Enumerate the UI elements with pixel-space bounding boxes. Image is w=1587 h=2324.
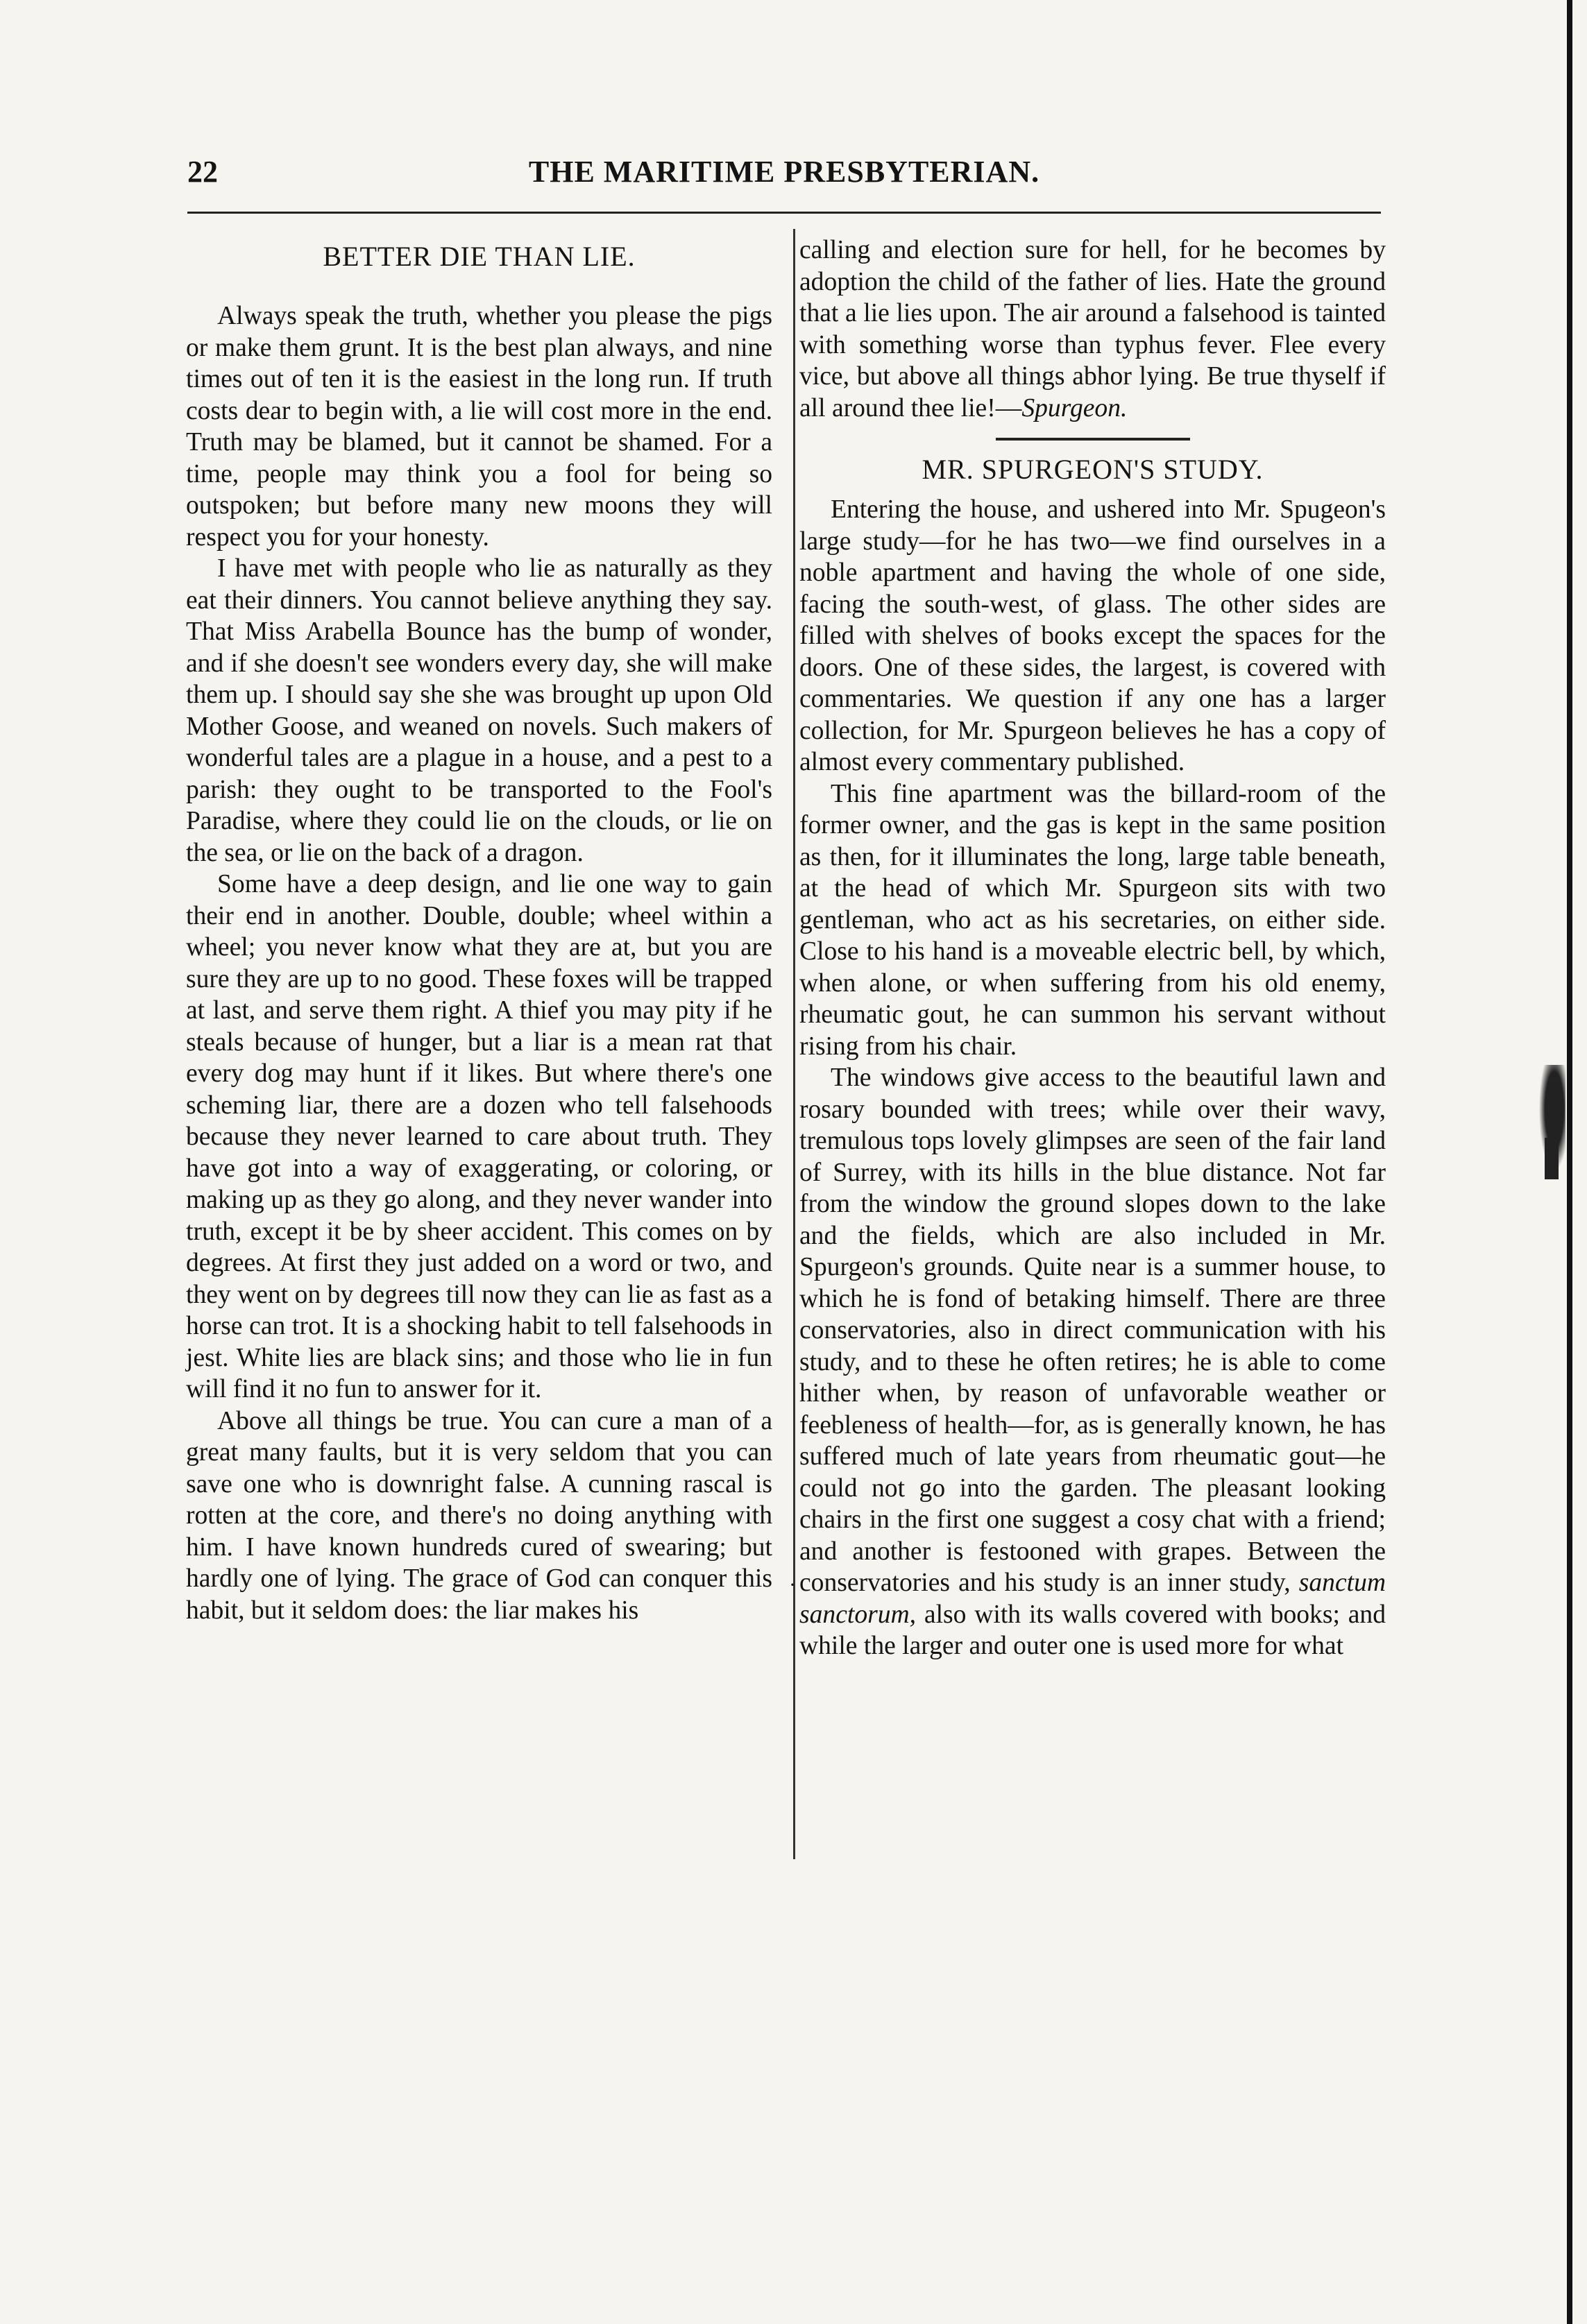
article1-paragraph-4: Above all things be true. You can cure a man of a great many faults, but it is very seldom that you can save one who is downright false. A cunning rascal is rotten at the core, and there's no doing anything with him. I have known hundreds cured of swearing; but hardly one of lying. The grace of God can conquer this habit, but it seldom does: the liar makes his bbox=[186, 1406, 772, 1625]
running-head bbox=[187, 154, 1381, 196]
article1-continuation bbox=[799, 234, 1386, 424]
journal-title: THE MARITIME PRESBYTERIAN. bbox=[528, 155, 1040, 189]
article2-paragraph-3-text: The windows give access to the beautiful lawn and rosary bounded with trees; while over their wavy, tremulous tops lovely glimpses are seen of the fair land of Surrey, with its hills in the blue distance. Not far from the window the ground slopes down to the lake and the fields, which are also included in Mr. Spurgeon's grounds. Quite near is a summer house, to which he is fond of betaking himself. There are three conservatories, also in direct communication with his study, and to these he often retires; he is able to come hither when, by reason of unfavorable weather or feebleness of health—for, as is generally known, he has suffered much of late years from rheumatic gout—he could not go into the garden. The pleasant looking chairs in the first one suggest a cosy chat with a friend; and another is festooned with grapes. Between the conservatories and his study is an inner study, bbox=[799, 1063, 1386, 1597]
margin-mark-icon bbox=[1545, 1138, 1559, 1179]
article2-paragraph-1: Entering the house, and ushered into Mr. Spugeon's large study—for he has two—we find ourselves in a noble apartment and having the whole of one side, facing the south-west, of glass. The other sides are filled with shelves of books except the spaces for the doors. One of these sides, the largest, is covered with commentaries. We question if any one has a larger collection, for Mr. Spurgeon believes he has a copy of almost every commentary published. bbox=[799, 495, 1386, 776]
article-title-better-die-than-lie: BETTER DIE THAN LIE. bbox=[323, 241, 636, 272]
article2-latin-phrase: sanctum sanctorum, bbox=[799, 1569, 1386, 1629]
page-number: 22 bbox=[187, 155, 218, 189]
article1-continuation-text: calling and election sure for hell, for he becomes by adoption the child of the father of lies. Hate the ground that a lie lies upon. The air around a falsehood is tainted with something worse than typhus fever. Flee every vice, but above all things abhor lying. Be true thyself if all around thee lie!— bbox=[799, 236, 1386, 422]
left-column bbox=[186, 234, 772, 1626]
binding-edge bbox=[1567, 0, 1572, 2324]
article1-paragraph-1: Always speak the truth, whether you please the pigs or make them grunt. It is the best plan always, and nine times out of ten it is the easiest in the long run. If truth costs dear to begin with, a lie will cost more in the end. Truth may be blamed, but it cannot be shamed. For a time, people may think you a fool for being so outspoken; but before many new moons they will respect you for your honesty. bbox=[186, 302, 772, 552]
header-rule bbox=[187, 212, 1381, 214]
article2-paragraph-2: This fine apartment was the billard-room of the former owner, and the gas is kept in the same position as then, for it illuminates the long, large table beneath, at the head of which Mr. Spurgeon sits with two gentleman, who act as his secretaries, on either side. Close to his hand is a moveable electric bell, by which, when alone, or when suffering from his old enemy, rheumatic gout, he can summon his servant without rising from his chair. bbox=[799, 779, 1386, 1061]
article2-paragraph-3 bbox=[799, 1062, 1386, 1662]
article-separator bbox=[996, 438, 1190, 441]
article2-paragraph-3-end: also with its walls covered with books; and while the larger and outer one is used more for what bbox=[799, 1600, 1386, 1660]
article-title-mr-spurgeons-study: MR. SPURGEON'S STUDY. bbox=[922, 454, 1264, 485]
right-column bbox=[799, 234, 1386, 1662]
margin-dot-icon: · bbox=[789, 1573, 796, 1596]
article1-attribution: Spurgeon. bbox=[1021, 393, 1128, 422]
article1-paragraph-3: Some have a deep design, and lie one way to gain their end in another. Double, double; wheel within a wheel; you never know what they are at, but you are sure they are up to no good. These foxes will be trapped at last, and serve them right. A thief you may pity if he steals because of hunger, but a liar is a mean rat that every dog may hunt if it likes. But where there's one scheming liar, there are a dozen who tell falsehoods because they never learned to care about truth. They have got into a way of exaggerating, or coloring, or making up as they go along, and they never wander into truth, except it be by sheer accident. This comes on by degrees. At first they just added on a word or two, and they went on by degrees till now they can lie as fast as a horse can trot. It is a shocking habit to tell falsehoods in jest. White lies are black sins; and those who lie in fun will find it no fun to answer for it. bbox=[186, 870, 772, 1403]
article1-paragraph-2: I have met with people who lie as naturally as they eat their dinners. You cannot believe anything they say. That Miss Arabella Bounce has the bump of wonder, and if she doesn't see wonders every day, she will make them up. I should say she she was brought up upon Old Mother Goose, and weaned on novels. Such makers of wonderful tales are a plague in a house, and a pest to a parish: they ought to be transported to the Fool's Paradise, where they could lie on the clouds, or lie on the sea, or lie on the back of a dragon. bbox=[186, 554, 772, 867]
column-divider bbox=[793, 229, 795, 1859]
